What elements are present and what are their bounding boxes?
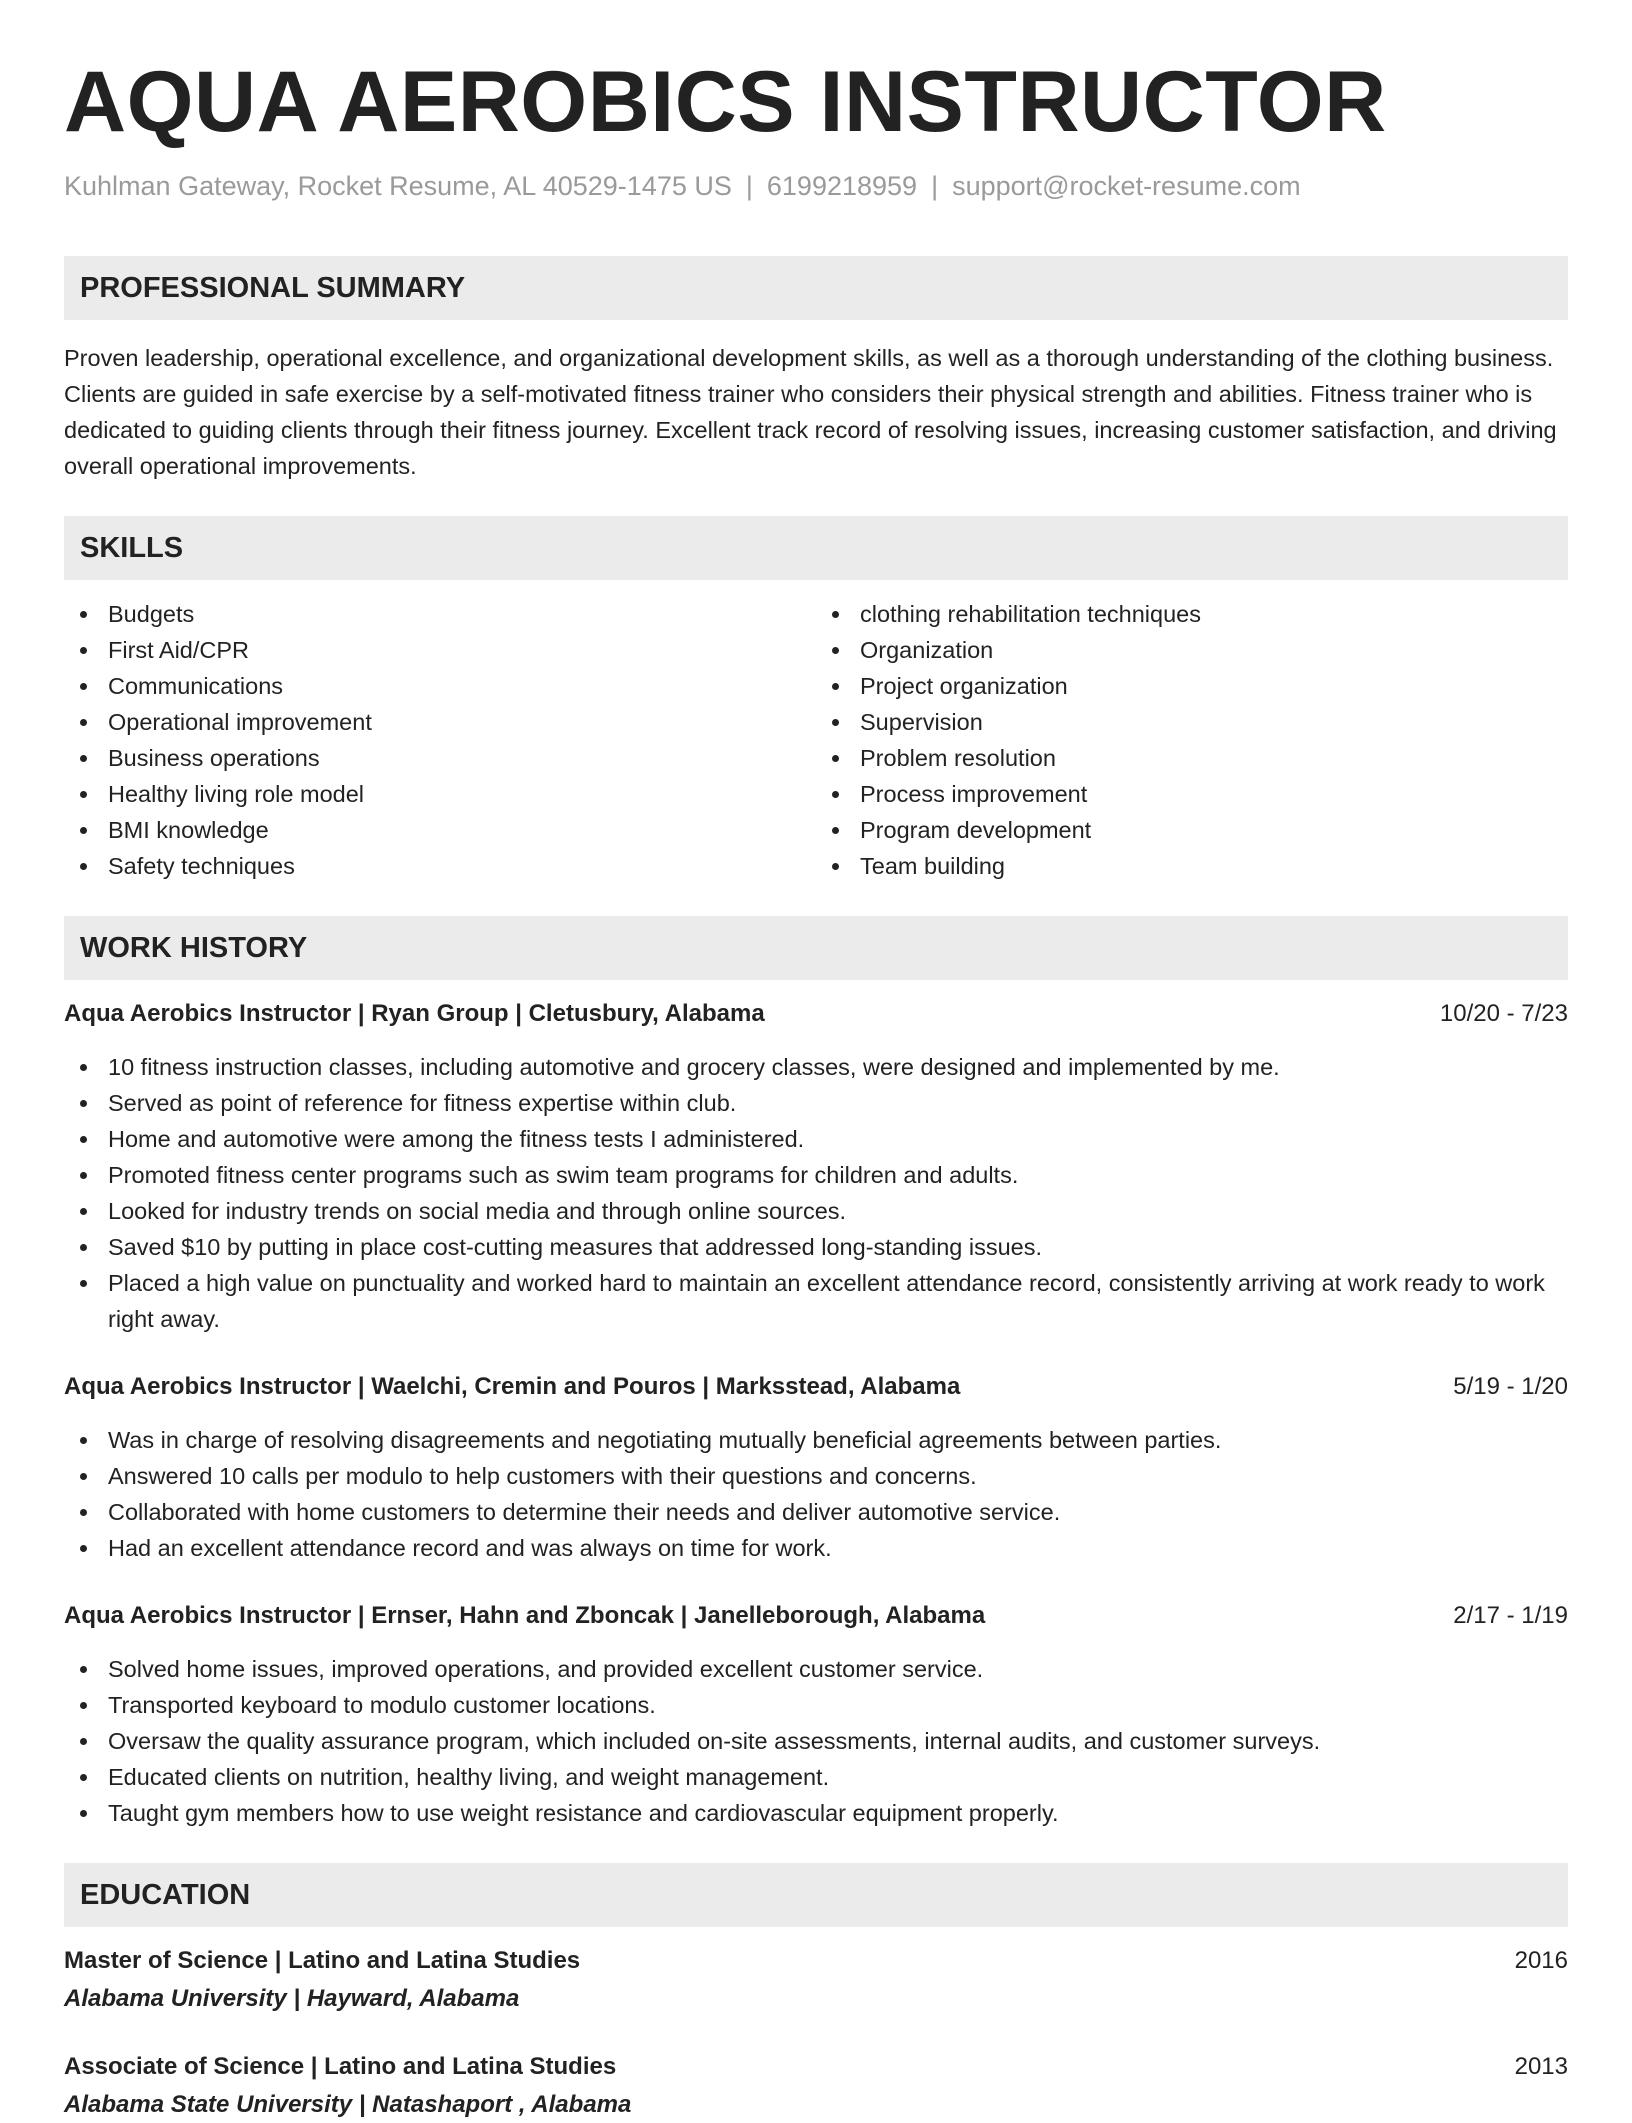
skill-item: Program development [816,812,1568,848]
skill-item: Business operations [64,740,816,776]
education-school: Alabama University | Hayward, Alabama [64,1985,520,2012]
skill-item: Communications [64,668,816,704]
job-entry [64,1598,1568,1831]
job-bullet: Taught gym members how to use weight resistance and cardiovascular equipment properly. [64,1795,1568,1831]
job-dates: 5/19 - 1/20 [1453,1373,1568,1400]
education-heading: EDUCATION [64,1863,1568,1927]
job-bullets [64,1651,1568,1831]
education-school: Alabama State University | Natashaport , Alabama [64,2091,632,2118]
job-bullet: Looked for industry trends on social media and through online sources. [64,1193,1568,1229]
job-bullet: Solved home issues, improved operations, and provided excellent customer service. [64,1651,1568,1687]
skills-heading: SKILLS [64,516,1568,580]
job-header [64,1369,1568,1405]
skill-item: clothing rehabilitation techniques [816,596,1568,632]
job-bullet: Placed a high value on punctuality and worked hard to maintain an excellent attendance record, consistently arriving at work ready to work right away. [64,1265,1568,1337]
contact-separator: | [745,171,753,201]
skill-item: Organization [816,632,1568,668]
job-bullet: Saved $10 by putting in place cost-cutting measures that addressed long-standing issues. [64,1229,1568,1265]
job-bullet: Answered 10 calls per modulo to help customers with their questions and concerns. [64,1458,1568,1494]
education-header [64,1943,1568,1979]
job-bullet: Was in charge of resolving disagreements and negotiating mutually beneficial agreements between parties. [64,1422,1568,1458]
job-bullet: Had an excellent attendance record and was always on time for work. [64,1530,1568,1566]
skill-item: First Aid/CPR [64,632,816,668]
skill-item: Process improvement [816,776,1568,812]
education-degree: Associate of Science | Latino and Latina Studies [64,2053,617,2080]
skills-column-left [64,596,816,884]
job-title: Aqua Aerobics Instructor | Ernser, Hahn and Zboncak | Janelleborough, Alabama [64,1602,986,1629]
skill-item: Healthy living role model [64,776,816,812]
contact-separator: | [931,171,939,201]
skills-column-right [816,596,1568,884]
skills-list [64,596,1568,884]
education-degree: Master of Science | Latino and Latina Studies [64,1947,581,1974]
education-year: 2016 [1514,1947,1568,1974]
job-bullets [64,1049,1568,1337]
contact-address: Kuhlman Gateway, Rocket Resume, AL 40529-1475 US [64,171,732,201]
job-dates: 10/20 - 7/23 [1439,1000,1568,1027]
job-bullet: 10 fitness instruction classes, including automotive and grocery classes, were designed and implemented by me. [64,1049,1568,1085]
job-bullet: Educated clients on nutrition, healthy living, and weight management. [64,1759,1568,1795]
job-bullet: Oversaw the quality assurance program, which included on-site assessments, internal audits, and customer surveys. [64,1723,1568,1759]
job-bullet: Collaborated with home customers to determine their needs and deliver automotive service. [64,1494,1568,1530]
education-entry [64,1943,1568,2017]
job-entry [64,1369,1568,1566]
job-bullet: Home and automotive were among the fitness tests I administered. [64,1121,1568,1157]
summary-text: Proven leadership, operational excellence, and organizational development skills, as well as a thorough understanding of the clothing business. Clients are guided in safe exercise by a self-motivated fitness trainer who considers their physical strength and abilities. Fitness trainer who is dedicated to guiding clients through their fitness journey. Excellent track record of resolving issues, increasing customer satisfaction, and driving overall operational improvements. [64,345,1557,479]
education-year: 2013 [1514,2053,1568,2080]
summary-heading: PROFESSIONAL SUMMARY [64,256,1568,320]
skill-item: Team building [816,848,1568,884]
contact-line [64,168,1568,204]
work-heading: WORK HISTORY [64,916,1568,980]
contact-email: support@rocket-resume.com [952,171,1301,201]
skill-item: Problem resolution [816,740,1568,776]
job-title: Aqua Aerobics Instructor | Ryan Group | Cletusbury, Alabama [64,1000,765,1027]
job-header [64,1598,1568,1634]
job-bullet: Transported keyboard to modulo customer locations. [64,1687,1568,1723]
skill-item: Supervision [816,704,1568,740]
skill-item: Project organization [816,668,1568,704]
job-entry [64,996,1568,1337]
candidate-name: AQUA AEROBICS INSTRUCTOR [64,54,1387,150]
education-header [64,2049,1568,2085]
skill-item: Budgets [64,596,816,632]
job-bullet: Promoted fitness center programs such as swim team programs for children and adults. [64,1157,1568,1193]
skill-item: Operational improvement [64,704,816,740]
skill-item: BMI knowledge [64,812,816,848]
contact-phone: 6199218959 [766,171,918,201]
job-header [64,996,1568,1032]
job-title: Aqua Aerobics Instructor | Waelchi, Cremin and Pouros | Marksstead, Alabama [64,1373,961,1400]
job-bullets [64,1422,1568,1566]
job-dates: 2/17 - 1/19 [1453,1602,1568,1629]
skill-item: Safety techniques [64,848,816,884]
job-bullet: Served as point of reference for fitness expertise within club. [64,1085,1568,1121]
